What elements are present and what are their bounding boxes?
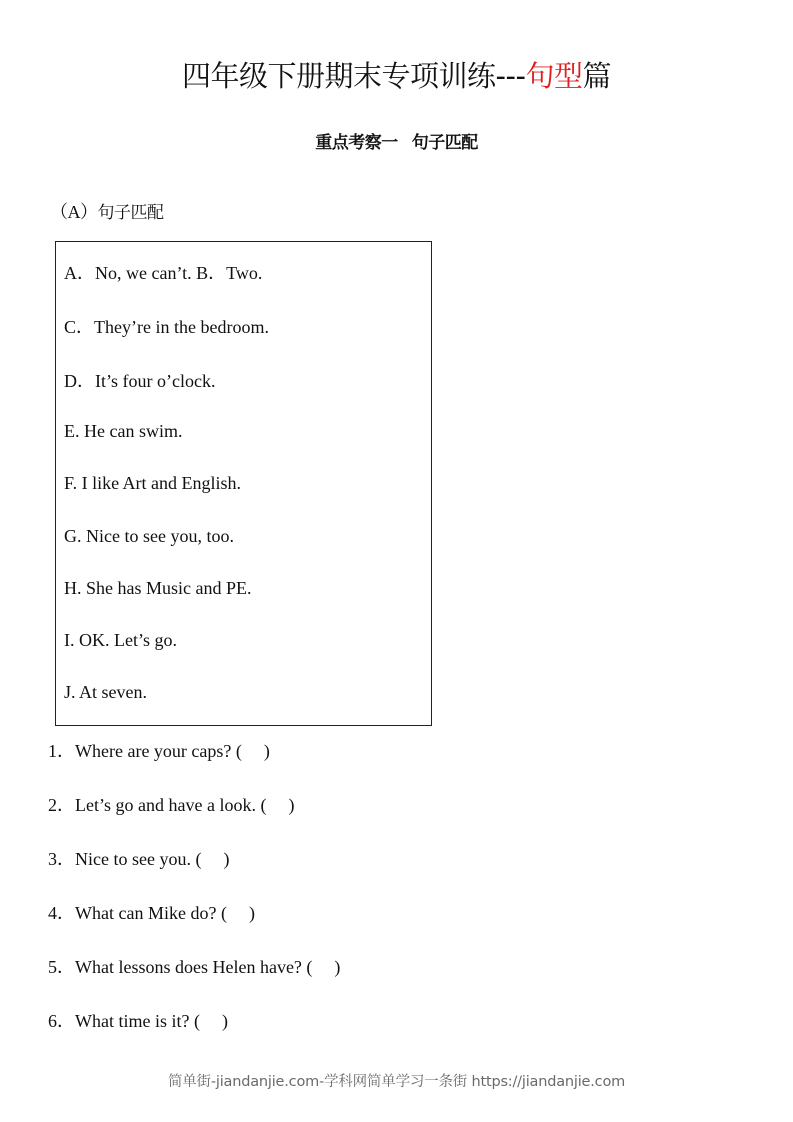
- question-text: 3．Nice to see you. (: [48, 849, 202, 869]
- page-footer: 简单街-jiandanjie.com-学科网简单学习一条街 https://jiandanjie.com: [167, 1074, 626, 1090]
- title-highlight: 句型: [525, 59, 583, 93]
- question-text: 6．What time is it? (: [48, 1011, 200, 1031]
- question-text: 5．What lessons does Helen have? (: [48, 957, 313, 977]
- question-item: 4．What can Mike do? ( ): [48, 903, 255, 923]
- page-title: [0, 54, 793, 95]
- section-heading: [0, 128, 793, 153]
- title-prefix: 四年级下册期末专项训练---: [182, 59, 526, 93]
- question-item: 5．What lessons does Helen have? ( ): [48, 957, 341, 977]
- part-a-label: [50, 198, 164, 224]
- option-item: G. Nice to see you, too.: [64, 526, 234, 546]
- question-text: 1．Where are your caps? (: [48, 741, 242, 761]
- part-a-marker: （A）: [50, 202, 98, 222]
- question-item: 3．Nice to see you. ( ): [48, 849, 230, 869]
- question-item: 1．Where are your caps? ( ): [48, 741, 270, 761]
- option-item: E. He can swim.: [64, 421, 183, 441]
- option-item: A．No, we can’t. B．Two.: [64, 263, 263, 283]
- question-text: 2．Let’s go and have a look. (: [48, 795, 267, 815]
- option-item: I. OK. Let’s go.: [64, 630, 177, 650]
- heading-topic: 句子匹配: [411, 133, 478, 153]
- option-item: F. I like Art and English.: [64, 473, 242, 493]
- answer-options-box: [55, 241, 432, 726]
- title-suffix: 篇: [582, 59, 611, 93]
- part-a-text: 句子匹配: [97, 203, 164, 223]
- option-item: H. She has Music and PE.: [64, 578, 252, 598]
- option-item: J. At seven.: [64, 682, 147, 702]
- question-text: 4．What can Mike do? (: [48, 903, 227, 923]
- option-item: D．It’s four o’clock.: [64, 371, 216, 391]
- heading-focus: 重点考察一: [315, 133, 398, 153]
- question-item: 6．What time is it? ( ): [48, 1011, 228, 1031]
- question-item: 2．Let’s go and have a look. ( ): [48, 795, 295, 815]
- option-item: C．They’re in the bedroom.: [64, 317, 269, 337]
